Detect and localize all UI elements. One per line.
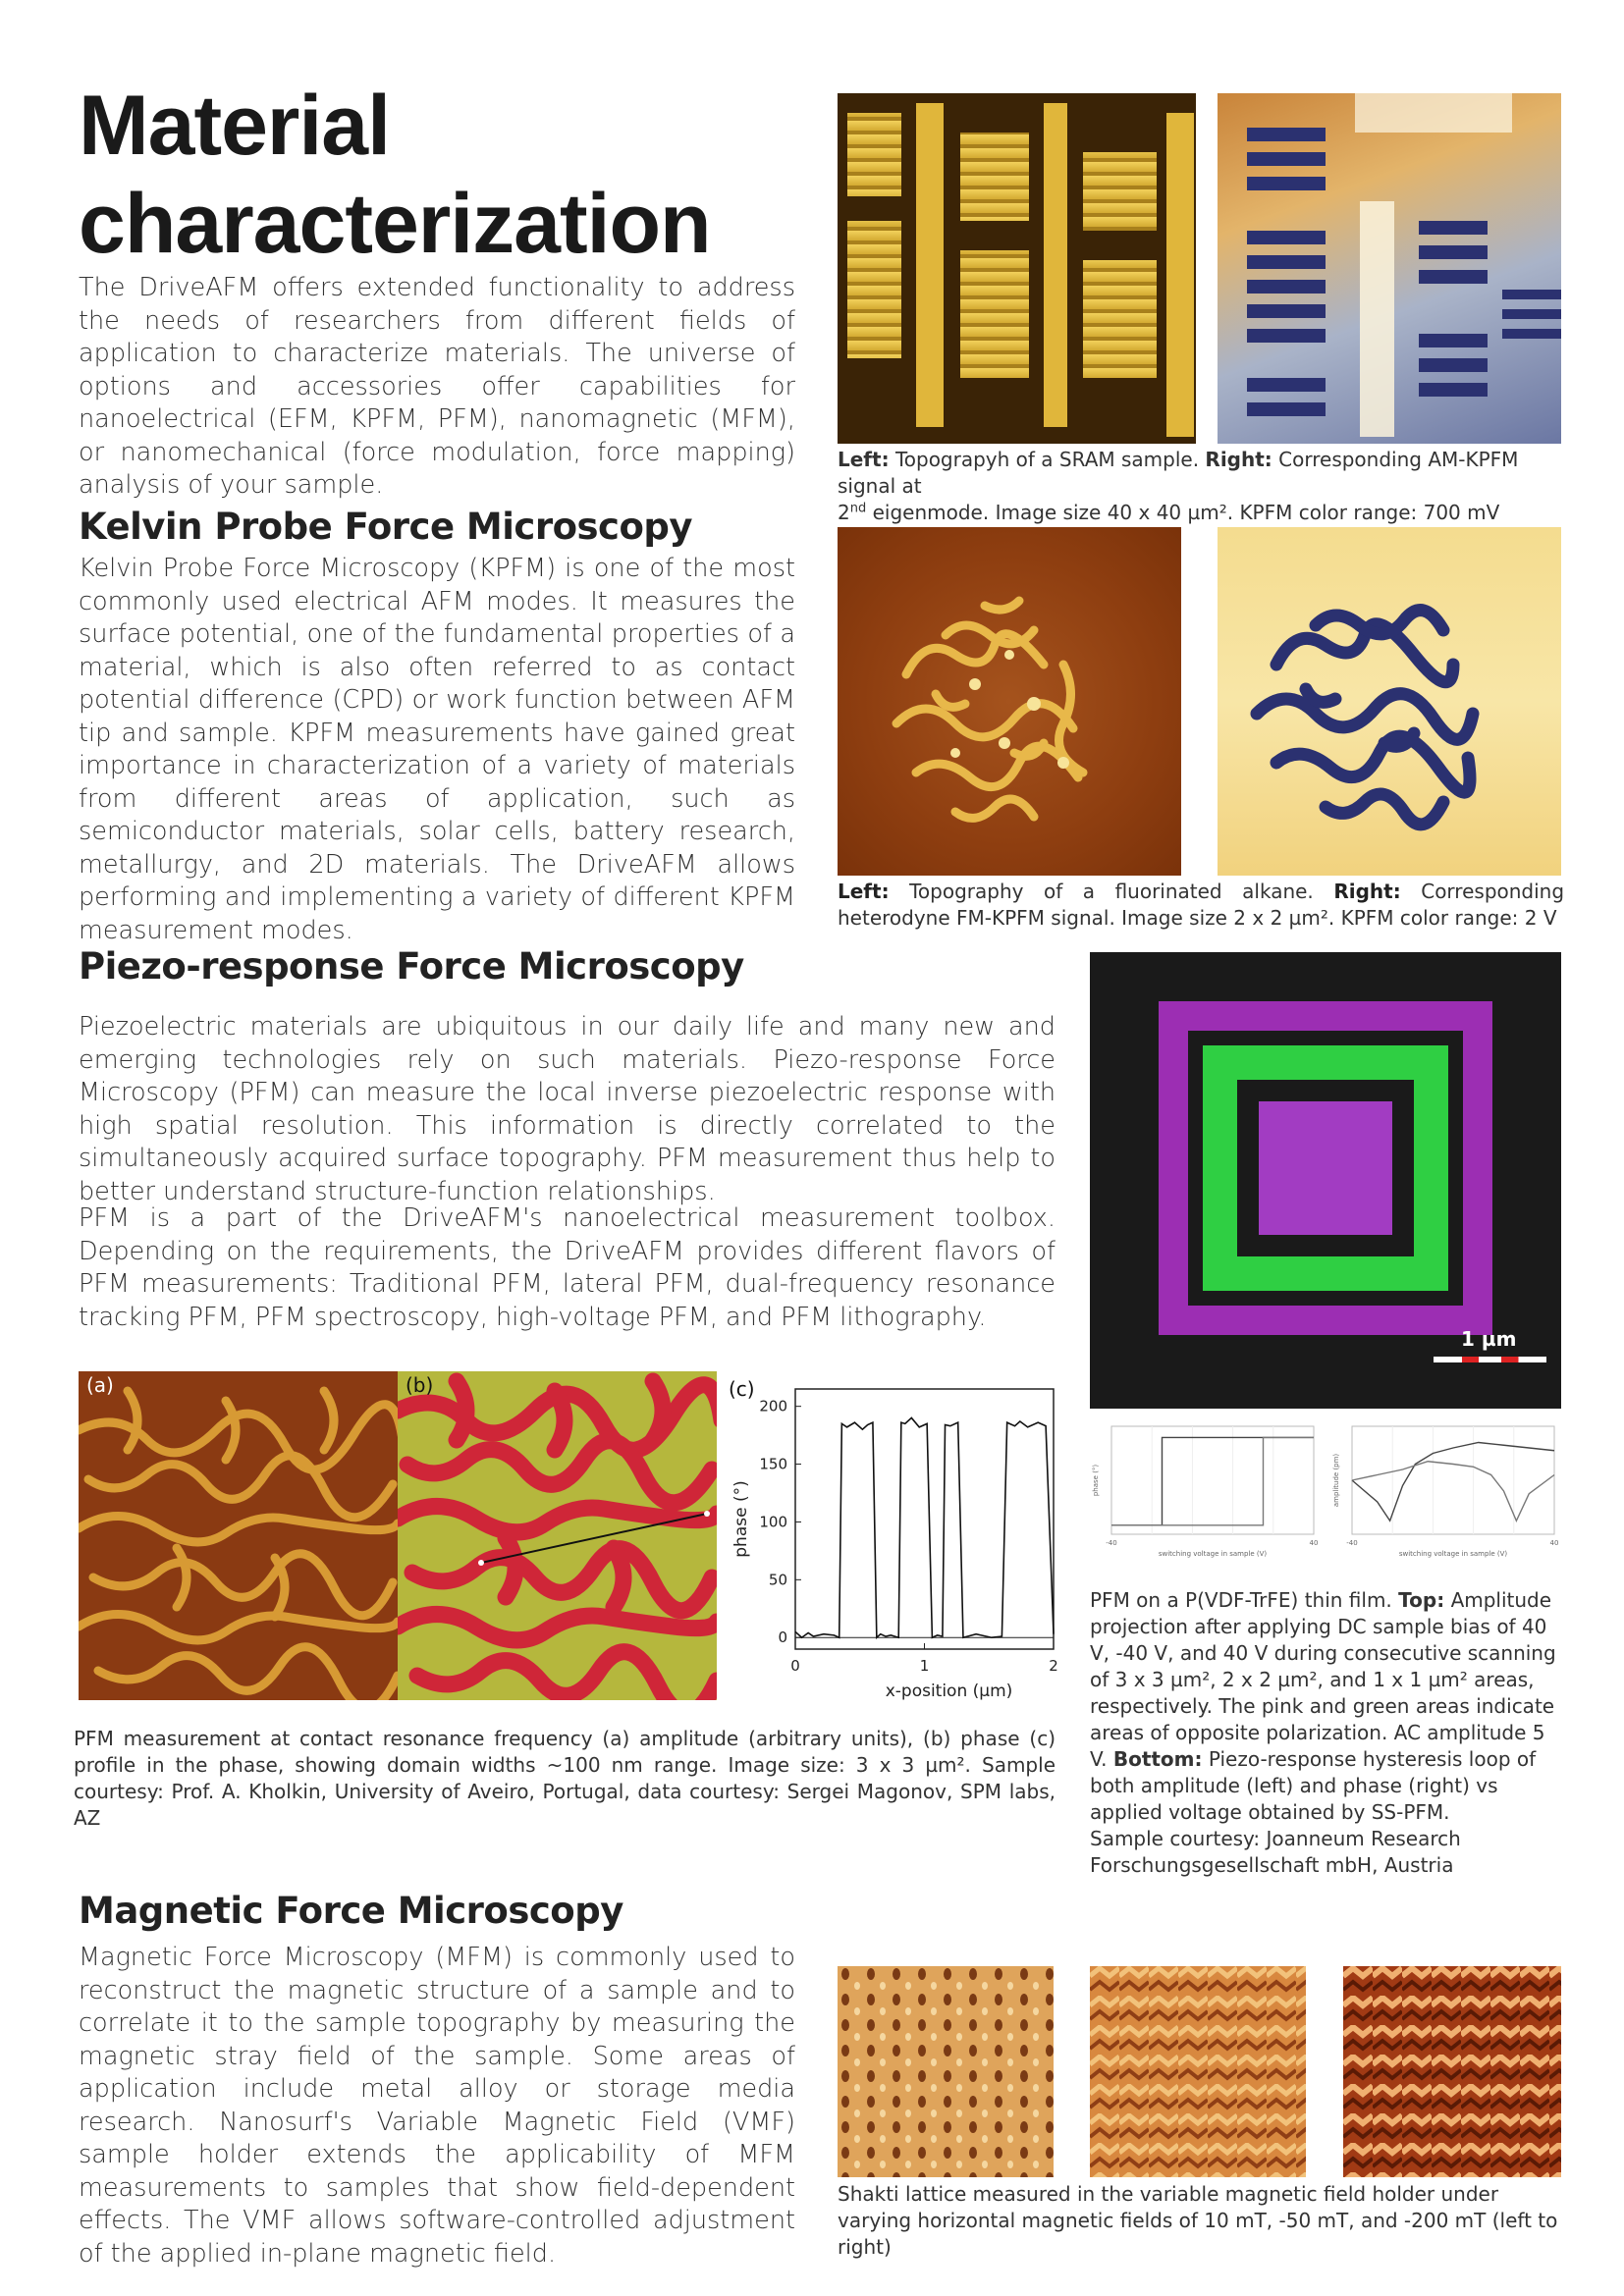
x-axis-label: switching voltage in sample (V) (1398, 1550, 1508, 1558)
scale-bar (1434, 1357, 1546, 1362)
y-tick-label: 0 (778, 1629, 787, 1647)
plot-frame (1111, 1426, 1314, 1534)
pfm-caption: PFM measurement at contact resonance frequency (a) amplitude (arbitrary units), (b) phase (c) profile in the phase, showing domain widths ~100 nm range. Image size: 3 x 3 µm². Sample courtesy: Prof. A. Kholkin, University of Aveiro, Portugal, data courtesy: Sergei Magonov, SPM labs, AZ (74, 1727, 1056, 1830)
page-title: Material characterization (79, 79, 711, 271)
x-tick-label: 1 (919, 1657, 930, 1675)
kpfm-paragraph: Kelvin Probe Force Microscopy (KPFM) is one of the most commonly used electrical AFM modes. It measures the surface potential, one of the fundamental properties of a material, which is also often referred to as contact potential difference (CPD) or work function between AFM tip and sample. KPFM measurements have gained great importance in characterization of a variety of materials from different areas of application, such as semiconductor materials, solar cells, battery research, metallurgy, and 2D materials. The DriveAFM allows performing and implementing a variety of different KPFM measurement modes. (79, 554, 795, 945)
x-tick-label: 0 (790, 1657, 800, 1675)
mfm-caption: Shakti lattice measured in the variable magnetic field holder under varying horizontal magnetic fields of 10 mT, -50 mT, and -200 mT (left to right) (838, 2182, 1558, 2259)
alkane-caption: Left: Topography of a fluorinated alkane. Right: Corresponding heterodyne FM-KPFM signal. Image size 2 x 2 µm². KPFM color range: 2 V (838, 880, 1565, 930)
pfm-heading: Piezo-response Force Microscopy (79, 945, 744, 988)
x-tick-label: 2 (1049, 1657, 1058, 1675)
alkane-topography-image (838, 527, 1181, 876)
mfm-heading: Magnetic Force Microscopy (79, 1890, 623, 1932)
sram-topography-image (838, 93, 1196, 444)
plot-frame (795, 1389, 1054, 1649)
phase-profile-chart (722, 1374, 1065, 1708)
sram-kpfm-image (1218, 93, 1561, 444)
mfm-image-minus50mT (1090, 1966, 1306, 2177)
x-tick-label: 40 (1309, 1539, 1319, 1547)
hysteresis-amplitude-chart (1330, 1418, 1561, 1561)
y-tick-label: 200 (759, 1397, 787, 1415)
scale-bar-label: 1 µm (1461, 1327, 1517, 1351)
panel-a-label: (a) (86, 1373, 114, 1397)
x-axis-label: x-position (µm) (885, 1682, 1013, 1701)
y-tick-label: 150 (759, 1455, 787, 1473)
mfm-image-minus200mT (1343, 1966, 1561, 2177)
hysteresis-phase-chart (1090, 1418, 1321, 1561)
pvdf-caption: PFM on a P(VDF-TrFE) thin film. Top: Amplitude projection after applying DC sample bias of 40 V, -40 V, and 40 V during consecutive scanning of 3 x 3 µm², 2 x 2 µm², and 1 x 1 µm² areas, respectively. The pink and green areas indicate areas of opposite polarization. AC amplitude 5 V. Bottom: Piezo-response hysteresis loop of both amplitude (left) and phase (right) vs applied voltage obtained by SS-PFM. Sample courtesy: Joanneum Research Forschungsgesellschaft mbH, Austria (1090, 1588, 1556, 1877)
mfm-paragraph: Magnetic Force Microscopy (MFM) is commonly used to reconstruct the magnetic structure of a sample and to correlate it to the sample topography by measuring the magnetic stray field of the sample. Some areas of application include metal alloy or storage media research. Nanosurf's Variable Magnetic Field (VMF) sample holder extends the applicability of MFM measurements to samples that show field-dependent effects. The VMF allows software-controlled adjustment of the applied in-plane magnetic field. (79, 1943, 795, 2269)
y-axis-label: phase (°) (1092, 1464, 1100, 1497)
alkane-kpfm-image (1218, 527, 1561, 876)
y-tick-label: 50 (768, 1571, 787, 1589)
mfm-image-10mT (838, 1966, 1054, 2177)
y-axis-label: phase (°) (731, 1480, 751, 1558)
x-tick-label: -40 (1106, 1539, 1117, 1547)
x-axis-label: switching voltage in sample (V) (1158, 1550, 1268, 1558)
kpfm-heading: Kelvin Probe Force Microscopy (79, 506, 692, 548)
y-tick-label: 100 (759, 1513, 787, 1531)
pfm-phase-image (398, 1371, 717, 1700)
pfm-paragraph-2: PFM is a part of the DriveAFM's nanoelectrical measurement toolbox. Depending on the requirements, the DriveAFM provides different flavors of PFM measurements: Traditional PFM, lateral PFM, dual-frequency resonance tracking PFM, PFM spectroscopy, high-voltage PFM, and PFM lithography. (79, 1203, 1056, 1332)
plot-frame (1352, 1426, 1554, 1534)
x-tick-label: -40 (1346, 1539, 1358, 1547)
sram-caption: Left: Topograpyh of a SRAM sample. Right: Corresponding AM-KPFM signal at 2nd eigenmode. Image size 40 x 40 µm². KPFM color range: 700 mV (838, 448, 1519, 524)
pfm-amplitude-image (79, 1371, 398, 1700)
pfm-paragraph-1: Piezoelectric materials are ubiquitous in our daily life and many new and emerging technologies rely on such materials. Piezo-response Force Microscopy (PFM) can measure the local inverse piezoelectric response with high spatial resolution. This information is directly correlated to the simultaneously acquired surface topography. PFM measurement thus help to better understand structure-function relationships. (79, 1012, 1056, 1206)
x-tick-label: 40 (1549, 1539, 1559, 1547)
y-axis-label: amplitude (pm) (1332, 1453, 1340, 1508)
panel-b-label: (b) (406, 1373, 434, 1397)
pvdf-pfm-image (1090, 952, 1561, 1409)
panel-c-label: (c) (729, 1377, 755, 1401)
intro-paragraph: The DriveAFM offers extended functionality to address the needs of researchers from different fields of application to characterize materials. The universe of options and accessories offer capabilities for nanoelectrical (EFM, KPFM, PFM), nanomagnetic (MFM), or nanomechanical (force modulation, force mapping) analysis of your sample. (79, 273, 795, 500)
